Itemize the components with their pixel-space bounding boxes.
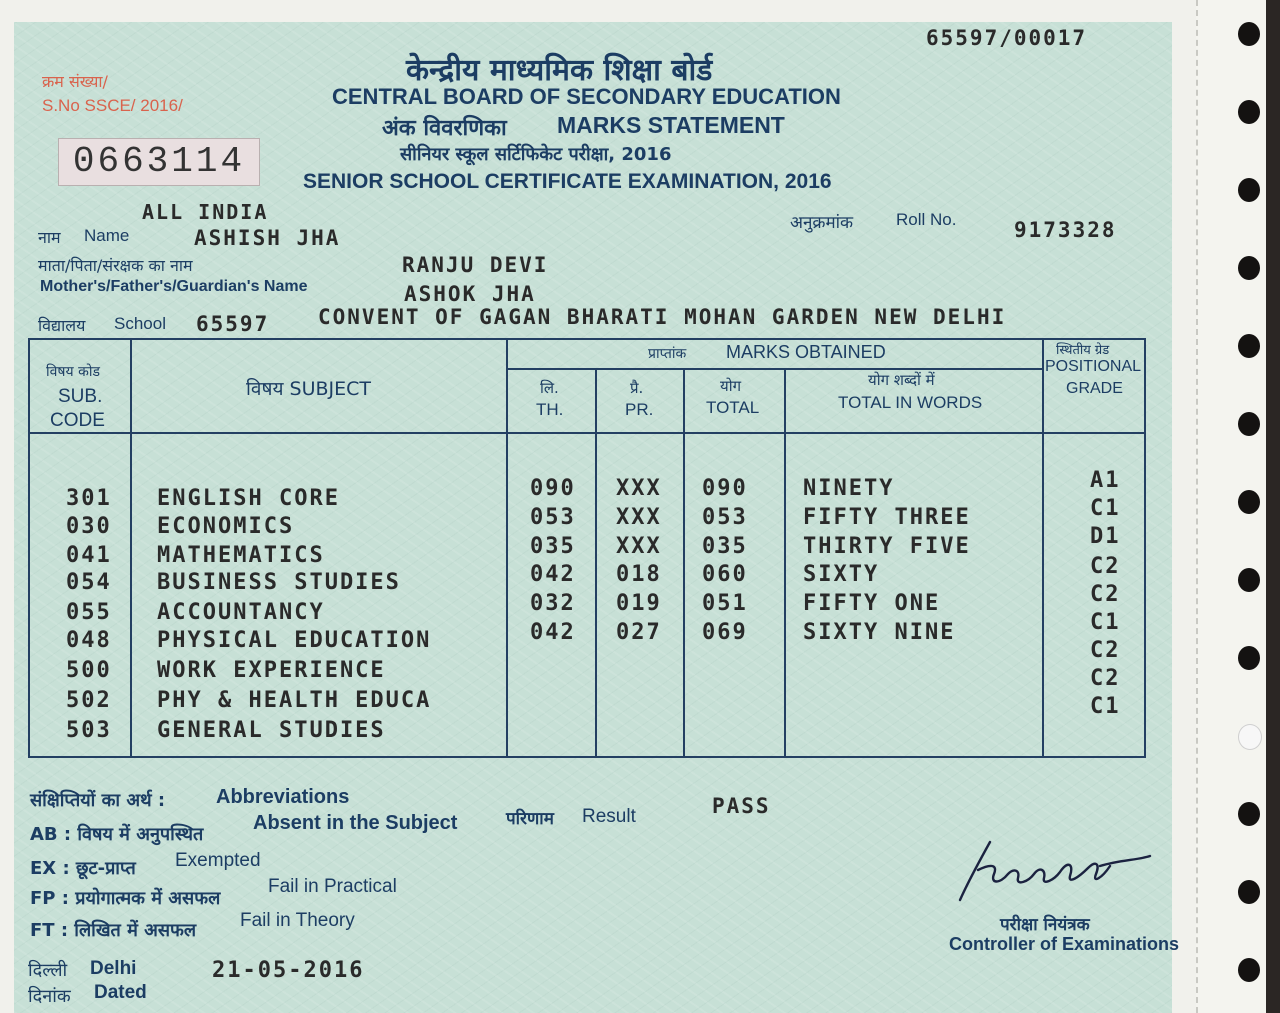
- theory-marks: 053: [530, 505, 576, 530]
- positional-grade: C2: [1090, 666, 1121, 691]
- table-divider: [784, 370, 786, 758]
- positional-grade: C2: [1090, 582, 1121, 607]
- abbreviations-title-hindi: संक्षिप्तियों का अर्थ :: [30, 790, 166, 811]
- subject-name: ENGLISH CORE: [157, 486, 340, 511]
- positional-grade: C2: [1090, 554, 1121, 579]
- guardian-label-hindi: माता/पिता/संरक्षक का नाम: [38, 256, 193, 275]
- controller-title-hindi: परीक्षा नियंत्रक: [1000, 915, 1090, 935]
- total-marks: 051: [702, 591, 748, 616]
- total-header-hindi: योग: [720, 377, 742, 395]
- result-label: Result: [582, 806, 636, 827]
- sub-code: 500: [66, 658, 112, 683]
- subject-header: विषय SUBJECT: [246, 378, 372, 400]
- board-name-hindi: केन्द्रीय माध्यमिक शिक्षा बोर्ड: [406, 53, 713, 88]
- subject-name: MATHEMATICS: [157, 543, 325, 568]
- reference-number: 65597/00017: [926, 26, 1088, 50]
- serial-label: S.No SSCE/ 2016/: [42, 96, 183, 115]
- positional-grade: A1: [1090, 468, 1121, 493]
- positional-grade: C2: [1090, 638, 1121, 663]
- controller-title: Controller of Examinations: [949, 934, 1180, 954]
- subject-name: PHY & HEALTH EDUCA: [157, 688, 432, 713]
- table-divider: [506, 338, 508, 758]
- abbr-ft-hindi: FT : लिखित में असफल: [30, 920, 197, 941]
- name-label: Name: [84, 226, 130, 245]
- theory-marks: 035: [530, 534, 576, 559]
- total-marks: 060: [702, 562, 748, 587]
- feed-hole: [1238, 490, 1260, 514]
- sub-code: 055: [66, 600, 112, 625]
- guardian-label: Mother's/Father's/Guardian's Name: [40, 278, 308, 295]
- school-code: 65597: [196, 312, 270, 336]
- total-header: TOTAL: [706, 398, 760, 417]
- table-divider: [28, 432, 1146, 434]
- abbr-ab-hindi: AB : विषय में अनुपस्थित: [30, 824, 204, 845]
- school-label: School: [114, 314, 166, 333]
- roll-label: Roll No.: [896, 210, 957, 229]
- controller-signature: [950, 830, 1160, 910]
- sub-code: 301: [66, 486, 112, 511]
- subject-name: BUSINESS STUDIES: [157, 570, 401, 595]
- table-divider: [683, 370, 685, 758]
- code-header-line1: SUB.: [58, 386, 103, 407]
- statement-title: MARKS STATEMENT: [557, 112, 785, 138]
- subject-name: GENERAL STUDIES: [157, 718, 386, 743]
- abbr-ab: Absent in the Subject: [253, 812, 458, 834]
- dated-label: Dated: [94, 982, 147, 1003]
- practical-marks: XXX: [616, 534, 662, 559]
- feed-hole: [1238, 958, 1260, 982]
- code-header-hindi: विषय कोड: [46, 364, 100, 380]
- grade-header-line1: POSITIONAL: [1045, 358, 1142, 375]
- feed-hole: [1238, 22, 1260, 46]
- board-name: CENTRAL BOARD OF SECONDARY EDUCATION: [332, 84, 841, 109]
- th-header: TH.: [536, 400, 564, 419]
- sub-code: 503: [66, 718, 112, 743]
- positional-grade: C1: [1090, 694, 1121, 719]
- marks-header: MARKS OBTAINED: [726, 342, 886, 362]
- abbr-ft: Fail in Theory: [240, 910, 355, 931]
- feed-hole: [1238, 568, 1260, 592]
- feed-hole: [1238, 880, 1260, 904]
- total-in-words: SIXTY: [803, 562, 880, 587]
- subject-name: WORK EXPERIENCE: [157, 658, 386, 683]
- total-marks: 090: [702, 476, 748, 501]
- school-label-hindi: विद्यालय: [38, 316, 86, 335]
- practical-marks: 019: [616, 591, 662, 616]
- sub-code: 054: [66, 570, 112, 595]
- issue-date: 21-05-2016: [212, 958, 365, 983]
- theory-marks: 042: [530, 562, 576, 587]
- serial-label-hindi: क्रम संख्या/: [42, 72, 108, 91]
- table-divider: [1042, 338, 1044, 758]
- total-marks: 069: [702, 620, 748, 645]
- feed-hole: [1238, 256, 1260, 280]
- sub-code: 041: [66, 543, 112, 568]
- exam-title-hindi: सीनियर स्कूल सर्टिफिकेट परीक्षा, 2016: [400, 144, 672, 165]
- region-text: ALL INDIA: [142, 200, 269, 224]
- practical-marks: 018: [616, 562, 662, 587]
- feed-hole: [1238, 646, 1260, 670]
- code-header-line2: CODE: [50, 410, 105, 431]
- feed-hole: [1238, 412, 1260, 436]
- sub-code: 502: [66, 688, 112, 713]
- serial-number: 0663114: [58, 138, 260, 186]
- positional-grade: D1: [1090, 524, 1121, 549]
- table-divider: [506, 368, 1044, 370]
- roll-label-hindi: अनुक्रमांक: [790, 213, 854, 233]
- pr-header: PR.: [625, 400, 654, 419]
- sub-code: 048: [66, 628, 112, 653]
- mother-name: RANJU DEVI: [402, 253, 549, 277]
- theory-marks: 032: [530, 591, 576, 616]
- dated-label-hindi: दिनांक: [28, 986, 71, 1007]
- total-in-words: SIXTY NINE: [803, 620, 956, 645]
- abbr-ex: Exempted: [175, 850, 261, 871]
- grade-header-hindi: स्थितीय ग्रेड: [1056, 343, 1110, 358]
- feed-hole: [1238, 724, 1262, 750]
- total-marks: 053: [702, 505, 748, 530]
- statement-title-hindi: अंक विवरणिका: [382, 116, 507, 141]
- result-label-hindi: परिणाम: [506, 809, 554, 829]
- subject-name: ECONOMICS: [157, 514, 295, 539]
- theory-marks: 090: [530, 476, 576, 501]
- exam-title: SENIOR SCHOOL CERTIFICATE EXAMINATION, 2016: [303, 170, 832, 193]
- place-label-hindi: दिल्ली: [28, 960, 68, 981]
- student-name: ASHISH JHA: [194, 226, 341, 250]
- positional-grade: C1: [1090, 610, 1121, 635]
- practical-marks: XXX: [616, 476, 662, 501]
- words-header: TOTAL IN WORDS: [838, 393, 983, 412]
- abbr-fp: Fail in Practical: [268, 876, 397, 897]
- father-name: ASHOK JHA: [404, 282, 536, 306]
- theory-marks: 042: [530, 620, 576, 645]
- feed-hole: [1238, 802, 1260, 826]
- sub-code: 030: [66, 514, 112, 539]
- th-header-hindi: लि.: [540, 379, 559, 397]
- total-marks: 035: [702, 534, 748, 559]
- marks-header-hindi: प्राप्तांक: [648, 346, 687, 362]
- feed-hole: [1238, 178, 1260, 202]
- subject-name: PHYSICAL EDUCATION: [157, 628, 432, 653]
- place-label: Delhi: [90, 958, 137, 979]
- table-divider: [130, 338, 132, 758]
- abbr-fp-hindi: FP : प्रयोगात्मक में असफल: [30, 888, 221, 909]
- practical-marks: XXX: [616, 505, 662, 530]
- grade-header-line2: GRADE: [1066, 380, 1123, 397]
- abbreviations-title: Abbreviations: [216, 786, 350, 808]
- feed-hole: [1238, 334, 1260, 358]
- abbr-ex-hindi: EX : छूट-प्राप्त: [30, 858, 136, 879]
- total-in-words: FIFTY ONE: [803, 591, 941, 616]
- school-name: CONVENT OF GAGAN BHARATI MOHAN GARDEN NEW DELHI: [318, 305, 1007, 329]
- total-in-words: THIRTY FIVE: [803, 534, 971, 559]
- result-value: PASS: [712, 794, 771, 818]
- name-label-hindi: नाम: [38, 228, 61, 247]
- roll-number: 9173328: [1014, 218, 1117, 242]
- total-in-words: NINETY: [803, 476, 895, 501]
- table-divider: [595, 370, 597, 758]
- words-header-hindi: योग शब्दों में: [868, 371, 935, 389]
- positional-grade: C1: [1090, 496, 1121, 521]
- total-in-words: FIFTY THREE: [803, 505, 971, 530]
- subject-name: ACCOUNTANCY: [157, 600, 325, 625]
- practical-marks: 027: [616, 620, 662, 645]
- pr-header-hindi: प्रै.: [630, 379, 644, 397]
- feed-hole: [1238, 100, 1260, 124]
